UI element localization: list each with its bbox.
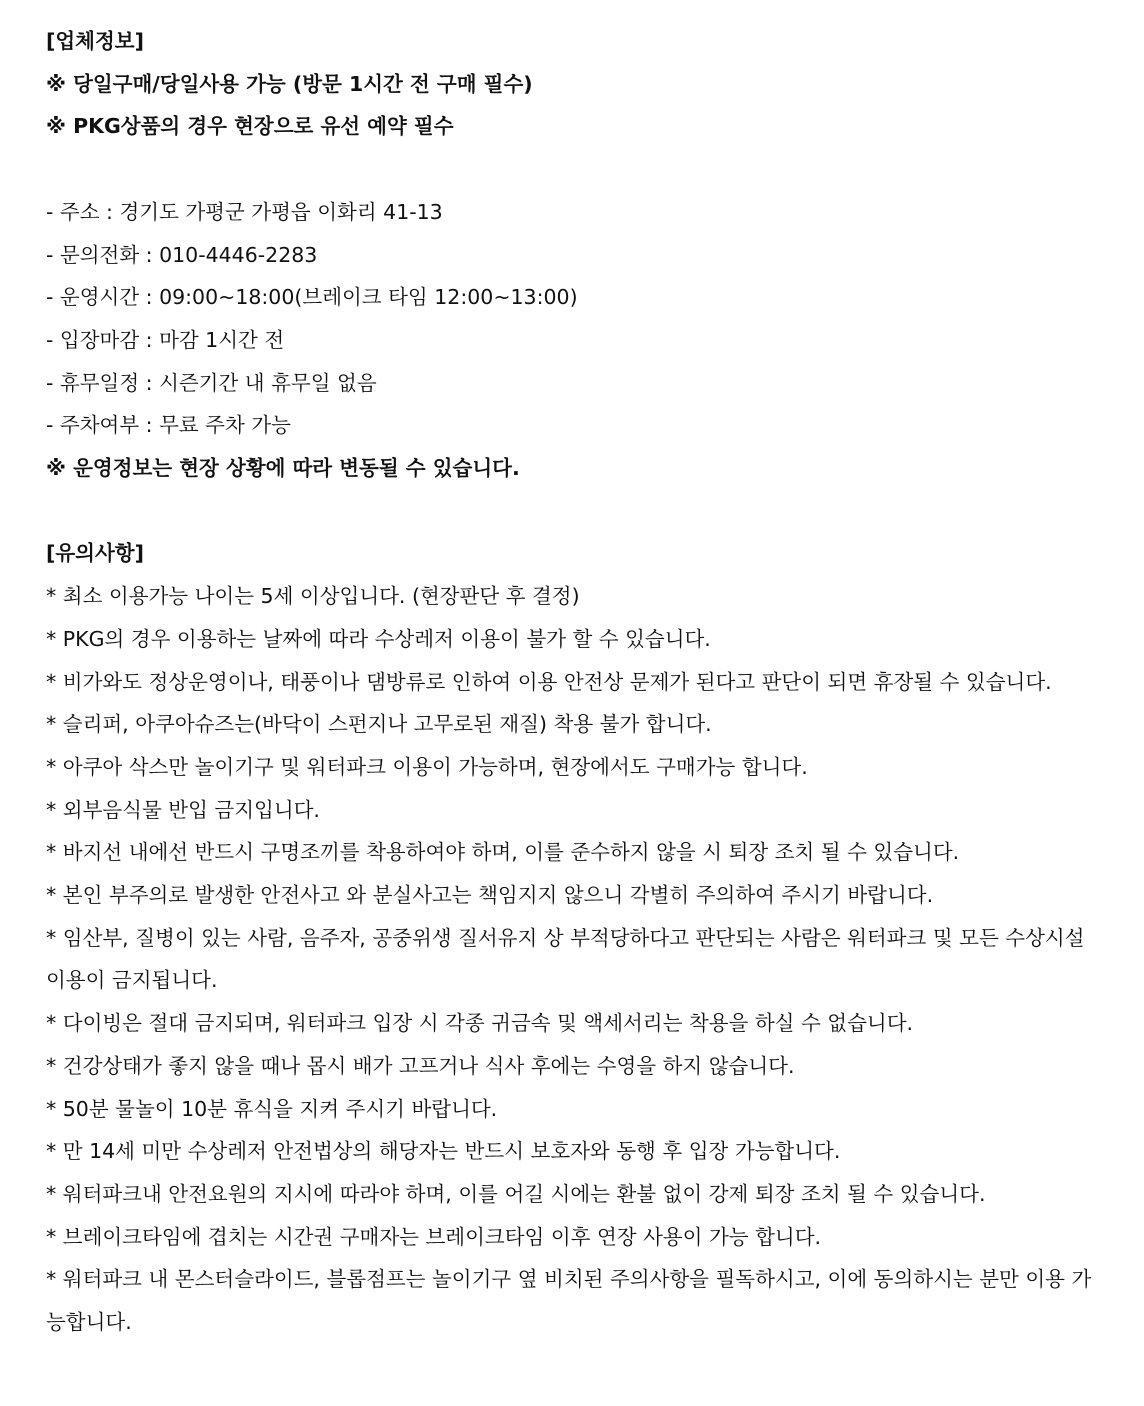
info-entry-deadline: - 입장마감 : 마감 1시간 전 [46, 327, 285, 352]
caution-item: * 건강상태가 좋지 않을 때나 몹시 배가 고프거나 식사 후에는 수영을 하지 않습니다. [46, 1053, 795, 1078]
caution-item: * 최소 이용가능 나이는 5세 이상입니다. (현장판단 후 결정) [46, 584, 580, 609]
caution-item: * 바지선 내에선 반드시 구명조끼를 착용하여야 하며, 이를 준수하지 않을 시 퇴장 조치 될 수 있습니다. [46, 840, 960, 865]
notice-operation-change: ※ 운영정보는 현장 상황에 따라 변동될 수 있습니다. [46, 456, 520, 481]
caution-item: * 임산부, 질병이 있는 사람, 음주자, 공중위생 질서유지 상 부적당하다고 판단되는 사람은 워터파크 및 모든 수상시설 이용이 금지됩니다. [46, 925, 1085, 993]
notice-pkg-reservation: ※ PKG상품의 경우 현장으로 유선 예약 필수 [46, 114, 454, 139]
info-phone: - 문의전화 : 010-4446-2283 [46, 242, 318, 267]
caution-item: * 다이빙은 절대 금지되며, 워터파크 입장 시 각종 귀금속 및 액세서리는 착용을 하실 수 없습니다. [46, 1011, 914, 1036]
caution-item: * PKG의 경우 이용하는 날짜에 따라 수상레저 이용이 불가 할 수 있습니다. [46, 626, 711, 651]
caution-item: * 외부음식물 반입 금지입니다. [46, 797, 320, 822]
caution-item: * 슬리퍼, 아쿠아슈즈는(바닥이 스펀지나 고무로된 재질) 착용 불가 합니다. [46, 712, 712, 737]
spacer [46, 490, 1104, 533]
info-hours: - 운영시간 : 09:00~18:00(브레이크 타임 12:00~13:00) [46, 285, 578, 310]
caution-item: * 비가와도 정상운영이나, 태풍이나 댐방류로 인하여 이용 안전상 문제가 된다고 판단이 되면 휴장될 수 있습니다. [46, 669, 1052, 694]
caution-item: * 본인 부주의로 발생한 안전사고 와 분실사고는 책임지지 않으니 각별히 주의하여 주시기 바랍니다. [46, 883, 934, 908]
company-section-title: [업체정보] [46, 29, 144, 53]
caution-item: * 50분 물놀이 10분 휴식을 지켜 주시기 바랍니다. [46, 1096, 498, 1121]
info-parking: - 주차여부 : 무료 주차 가능 [46, 413, 291, 438]
notice-same-day: ※ 당일구매/당일사용 가능 (방문 1시간 전 구매 필수) [46, 71, 533, 96]
caution-item: * 만 14세 미만 수상레저 안전법상의 해당자는 반드시 보호자와 동행 후 입장 가능합니다. [46, 1139, 841, 1164]
caution-item: * 아쿠아 삭스만 놀이기구 및 워터파크 이용이 가능하며, 현장에서도 구매가능 합니다. [46, 754, 808, 779]
info-closed-days: - 휴무일정 : 시즌기간 내 휴무일 없음 [46, 370, 377, 395]
caution-item: * 워터파크 내 몬스터슬라이드, 블롭점프는 놀이기구 옆 비치된 주의사항을 필독하시고, 이에 동의하시는 분만 이용 가능합니다. [46, 1267, 1092, 1335]
caution-item: * 워터파크내 안전요원의 지시에 따라야 하며, 이를 어길 시에는 환불 없이 강제 퇴장 조치 될 수 있습니다. [46, 1181, 986, 1206]
caution-section-title: [유의사항] [46, 541, 144, 566]
caution-item: * 브레이크타임에 겹치는 시간권 구매자는 브레이크타임 이후 연장 사용이 가능 합니다. [46, 1224, 822, 1249]
info-address: - 주소 : 경기도 가평군 가평읍 이화리 41-13 [46, 199, 443, 224]
spacer [46, 148, 1104, 191]
